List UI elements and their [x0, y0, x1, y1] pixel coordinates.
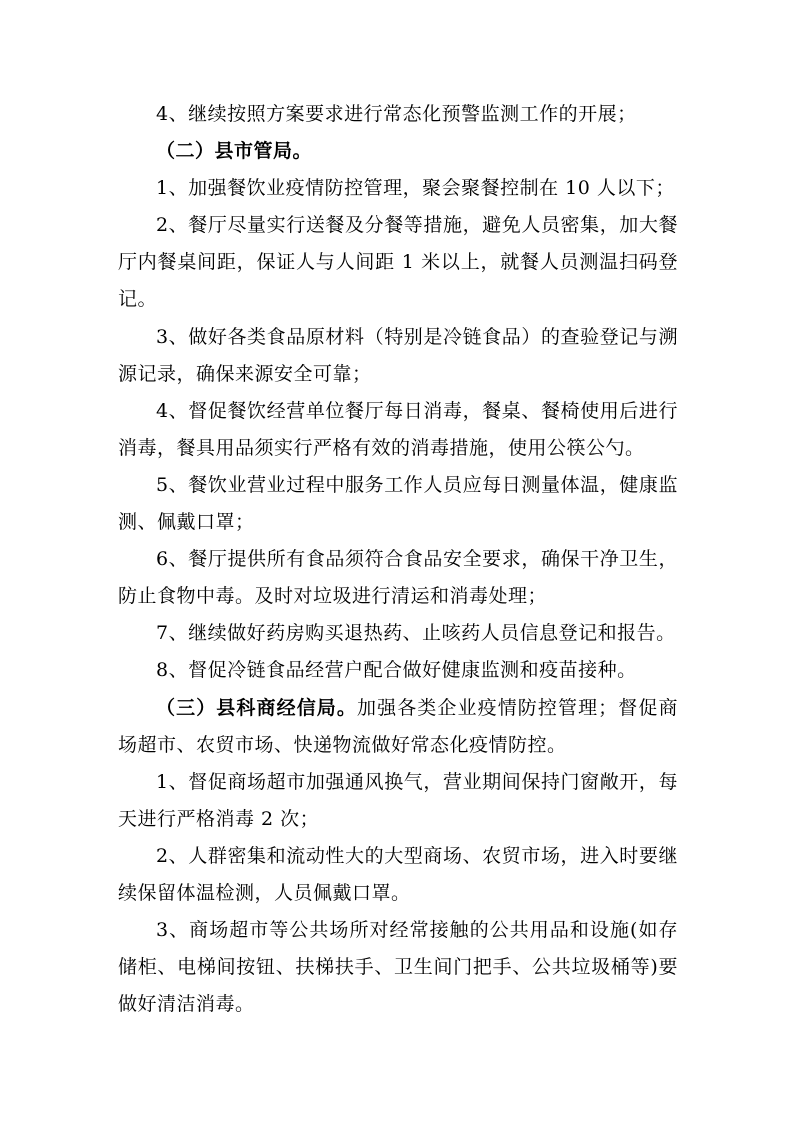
paragraph-text: 5、餐饮业营业过程中服务工作人员应每日测量体温，健康监测、佩戴口罩；: [118, 473, 678, 534]
section-heading-text: （二）县市管局。: [156, 140, 313, 163]
paragraph-text: 3、做好各类食品原材料（特别是冷链食品）的查验登记与溯源记录，确保来源安全可靠；: [118, 325, 678, 385]
paragraph-item-1-gathering-limit: [118, 170, 678, 207]
paragraph-text: 1、督促商场超市加强通风换气，营业期间保持门窗敞开，每天进行严格消毒 2 次；: [118, 770, 678, 830]
paragraph-text: 4、继续按照方案要求进行常态化预警监测工作的开展；: [156, 103, 637, 125]
paragraph-text: 6、餐厅提供所有食品须符合食品安全要求，确保干净卫生，防止食物中毒。及时对垃圾进行清运和消毒处理；: [118, 548, 678, 608]
paragraph-item-3-public-facilities: [118, 912, 678, 1023]
paragraph-text: 3、商场超市等公共场所对经常接触的公共用品和设施(如存储柜、电梯间按钮、扶梯扶手、卫生间门把手、公共垃圾桶等)要做好清洁消毒。: [118, 919, 678, 1016]
paragraph-item-7-pharmacy-report: [118, 615, 678, 652]
paragraph-item-4-disinfection: [118, 393, 678, 467]
paragraph-item-3-food-traceability: [118, 319, 678, 393]
paragraph-text: 1、加强餐饮业疫情防控管理，聚会聚餐控制在 10 人以下；: [156, 177, 675, 200]
paragraph-text: 8、督促冷链食品经营户配合做好健康监测和疫苗接种。: [156, 659, 637, 682]
section-paragraph-commerce-bureau: [118, 690, 678, 764]
paragraph-item-2-temperature-check: [118, 838, 678, 912]
paragraph-text: 4、督促餐饮经营单位餐厅每日消毒，餐桌、餐椅使用后进行消毒，餐具用品须实行严格有效的消毒措施，使用公筷公勺。: [118, 399, 678, 459]
paragraph-text: 7、继续做好药房购买退热药、止咳药人员信息登记和报告。: [156, 622, 676, 645]
paragraph-text: 2、人群密集和流动性大的大型商场、农贸市场，进入时要继续保留体温检测，人员佩戴口罩。: [118, 844, 678, 904]
paragraph-text: 2、餐厅尽量实行送餐及分餐等措施，避免人员密集，加大餐厅内餐桌间距，保证人与人间距 1 米以上，就餐人员测温扫码登记。: [118, 214, 678, 311]
paragraph-text: 加强各类企业疫情防控管理；督促商场超市、农贸市场、快递物流做好常态化疫情防控。: [118, 696, 678, 756]
section-heading-text: （三）县科商经信局。: [156, 696, 357, 719]
paragraph-item-5-staff-health: [118, 467, 678, 541]
paragraph-item-1-ventilation: [118, 764, 678, 838]
paragraph-item-6-food-safety: [118, 541, 678, 615]
paragraph-item-2-meal-delivery: [118, 207, 678, 318]
document-body: [118, 96, 678, 1023]
paragraph-item-8-cold-chain: [118, 652, 678, 689]
section-heading-market-regulation: [118, 133, 678, 170]
paragraph-item-4-monitoring: [118, 96, 678, 133]
